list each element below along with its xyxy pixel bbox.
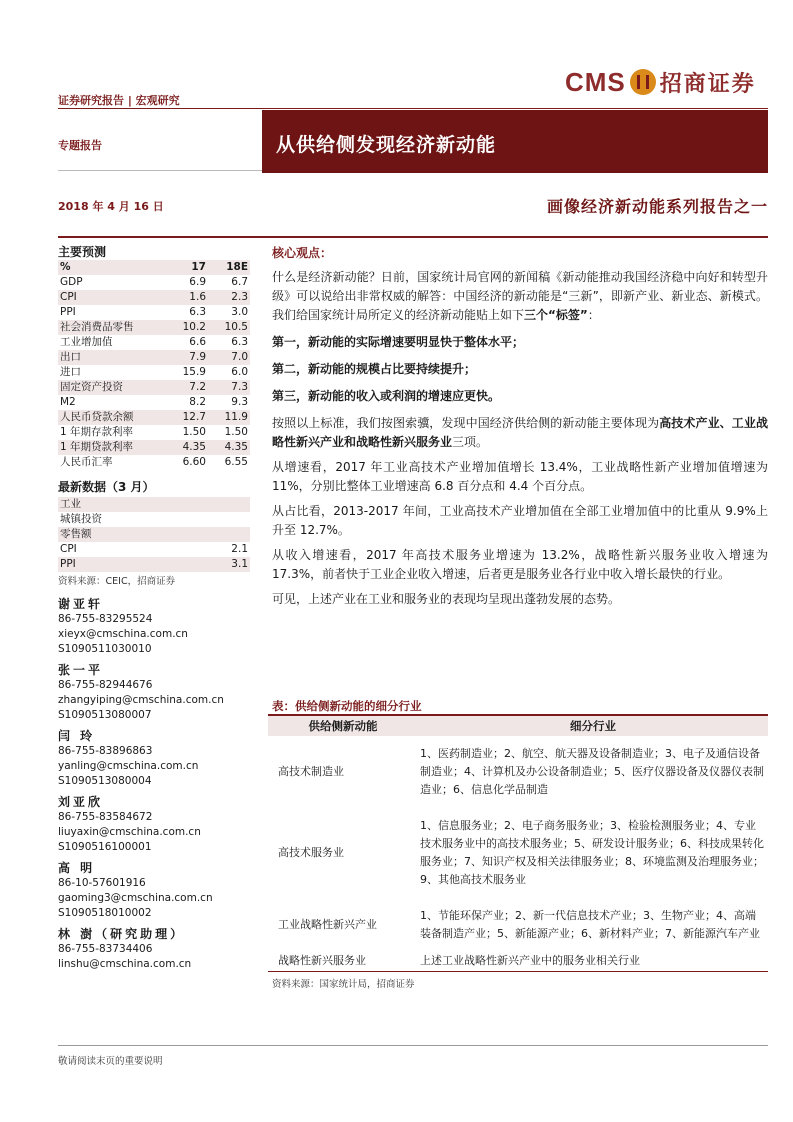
report-date: 2018 年 4 月 16 日 [58,200,164,213]
analyst-name: 谢亚轩 [58,597,104,611]
cell: 4.35 [166,440,208,455]
analyst-phone: 86-755-83584672 [58,811,153,823]
column-header: 供给侧新动能 [268,716,418,736]
analyst-email[interactable]: linshu@cmschina.com.cn [58,958,192,970]
cell: 1、信息服务业；2、电子商务服务业；3、检验检测服务业；4、专业技术服务业中的高技术服务业；5、研发设计服务业；6、科技成果转化服务业；7、知识产权及相关法律服务业；8、环境监测及治理服务业；9、其他高技术服务业 [420,819,764,886]
analyst-phone: 86-10-57601916 [58,877,146,889]
divider [262,236,768,238]
company-logo [565,64,756,100]
cell: 3.0 [231,306,248,318]
forecast-table [58,260,250,470]
table-row [58,455,250,470]
table-row [58,497,250,512]
cell: 7.2 [166,380,208,395]
cell: 9.3 [231,396,248,408]
table-row [58,350,250,365]
analyst-card [58,597,250,657]
paragraph: 从占比看，2013-2017 年间，工业高技术产业增加值在全部工业增加值中的比重从 9.9%上升至 12.7%。 [272,504,768,537]
footer-divider [58,1045,768,1046]
label-3: 第三，新动能的收入或利润的增速应更快。 [272,389,501,403]
cell: 10.5 [208,320,250,335]
cell: CPI [58,290,166,305]
paragraph [272,268,768,325]
divider [58,170,262,171]
text: 三项。 [452,435,489,449]
cell: 战略性新兴服务业 [278,954,366,967]
cell: 10.2 [166,320,208,335]
cell: 高技术服务业 [278,846,344,859]
analyst-phone: 86-755-83295524 [58,613,153,625]
footer-note: 敬请阅读末页的重要说明 [58,1056,163,1067]
cell: 人民币贷款余额 [58,410,166,425]
table-row [58,320,250,335]
table-row [268,808,768,898]
analyst-name: 刘亚欣 [58,795,104,809]
cell: 进口 [60,366,81,378]
table-row [268,736,768,808]
cell: 15.9 [182,366,206,378]
table-row [58,395,250,410]
cell: 6.3 [189,306,206,318]
table-row [58,557,250,572]
text: 什么是经济新动能？日前，国家统计局官网的新闻稿《新动能推动我国经济稳中向好和转型升级》可以说给出非常权威的解答：中国经济的新动能是“三新”，即新产业、新业态、新模式。我们给国家统计局所定义的经济新动能贴上如下 [272,270,768,322]
label-2: 第二，新动能的规模占比要持续提升； [272,362,477,376]
cell: CPI [60,543,77,555]
report-category: 证券研究报告 | 宏观研究 [58,94,180,107]
cell: 工业增加值 [60,336,113,348]
table-row [58,290,250,305]
cell: 11.9 [208,410,250,425]
table-row [268,952,768,970]
divider [58,236,262,238]
paragraph [272,414,768,452]
cell: 1.6 [166,290,208,305]
paragraph: 从增速看，2017 年工业高技术产业增加值增长 13.4%，工业战略性新产业增加值增速为 11%，分别比整体工业增速高 6.8 百分点和 4.4 个百分点。 [272,460,768,493]
cell: 8.2 [189,396,206,408]
text-bold: 高技术产业、工业战略性新兴产业和战略性新兴服务业 [272,416,768,449]
latest-data-heading: 最新数据（3 月） [58,480,155,494]
table-row [268,898,768,952]
analyst-card [58,663,250,723]
cell: 2.1 [231,543,248,555]
cell: 出口 [58,350,166,365]
cell: 4.35 [208,440,250,455]
cell: 城镇投资 [60,513,102,525]
cell: 7.0 [208,350,250,365]
cell: 1.50 [224,426,248,438]
label-1: 第一，新动能的实际增速要明显快于整体水平； [272,335,525,349]
sector-table [268,716,768,970]
latest-data-table [58,497,250,572]
analyst-card [58,861,250,921]
analyst-email[interactable]: xieyx@cmschina.com.cn [58,628,188,640]
cell: 1.50 [182,426,206,438]
cell: GDP [60,276,83,288]
cell: 上述工业战略性新兴产业中的服务业相关行业 [420,954,640,967]
logo-badge-icon [630,69,656,95]
table-row [58,512,250,527]
table-row [58,305,250,320]
cell: % [58,260,166,275]
table-row [58,410,250,425]
title-banner [262,110,768,173]
cell: 1、医药制造业；2、航空、航天器及设备制造业；3、电子及通信设备制造业；4、计算机及办公设备制造业；5、医疗仪器设备及仪器仪表制造业；6、信息化学品制造 [420,747,764,796]
cell: 6.7 [231,276,248,288]
cell: 12.7 [166,410,208,425]
table-source: 资料来源：国家统计局，招商证券 [272,979,415,990]
logo-cn: 招商证券 [659,71,756,97]
text-bold: 三个“标签” [524,308,588,322]
column-header: 细分行业 [418,716,768,736]
cell: 17 [166,260,208,275]
text: 按照以上标准，我们按图索骥，发现中国经济供给侧的新动能主要体现为 [272,416,660,430]
cell: 6.55 [224,456,248,468]
page-subtitle: 画像经济新动能系列报告之一 [546,197,768,216]
cell: 3.1 [186,557,250,572]
table-row [58,380,250,395]
analyst-phone: 86-755-82944676 [58,679,153,691]
cell: 高技术制造业 [278,765,344,778]
analyst-card [58,795,250,855]
analyst-email[interactable]: liuyaxin@cmschina.com.cn [58,826,201,838]
analyst-license: S1090513080004 [58,775,152,787]
cell [186,497,250,512]
cell [186,512,250,527]
page-title: 从供给侧发现经济新动能 [276,134,497,156]
main-body [272,268,768,609]
table-row [58,425,250,440]
analyst-card [58,927,250,972]
table-row [58,527,250,542]
cell: 1、节能环保产业；2、新一代信息技术产业；3、生物产业；4、高端装备制造产业；5、新能源产业；6、新材料产业；7、新能源汽车产业 [420,909,760,940]
cell: M2 [60,396,76,408]
source-note: 资料来源：CEIC，招商证券 [58,576,176,587]
table-header [268,716,768,736]
cell [186,527,250,542]
cell: 社会消费品零售 [58,320,166,335]
report-type: 专题报告 [58,139,102,152]
core-view-heading: 核心观点： [272,246,333,260]
analyst-license: S1090516100001 [58,841,152,853]
cell: 6.9 [189,276,206,288]
forecast-heading: 主要预测 [58,245,107,259]
cell: 7.9 [166,350,208,365]
analyst-license: S1090513080007 [58,709,152,721]
table-row [58,440,250,455]
analyst-list [58,597,250,972]
sidebar [58,243,250,978]
analyst-name: 张一平 [58,663,104,677]
table-row [58,275,250,290]
cell: 人民币汇率 [60,456,113,468]
paragraph: 从收入增速看，2017 年高技术服务业增速为 13.2%，战略性新兴服务业收入增速为 17.3%，前者快于工业企业收入增速，后者更是服务业各行业中收入增长最快的行业。 [272,548,768,581]
cell: 1 年期存款利率 [60,426,134,438]
cell: 6.0 [231,366,248,378]
analyst-email[interactable]: gaoming3@cmschina.com.cn [58,892,213,904]
table-header [58,260,250,275]
paragraph: 可见，上述产业在工业和服务业的表现均呈现出蓬勃发展的态势。 [272,592,621,606]
logo-text: CMS [565,66,626,97]
cell: 7.3 [208,380,250,395]
cell: 18E [208,260,250,275]
text: ： [587,308,600,322]
analyst-email[interactable]: zhangyiping@cmschina.com.cn [58,694,224,706]
cell: 2.3 [208,290,250,305]
table-row [58,542,250,557]
cell: 6.6 [189,336,206,348]
cell: 工业战略性新兴产业 [278,918,377,931]
table-title: 表：供给侧新动能的细分行业 [272,699,422,713]
cell: 6.3 [231,336,248,348]
analyst-email[interactable]: yanling@cmschina.com.cn [58,760,199,772]
cell: 6.60 [182,456,206,468]
table-row [58,335,250,350]
cell: 零售额 [58,527,186,542]
cell: PPI [60,306,76,318]
analyst-name: 高 明 [58,861,96,875]
analyst-license: S1090518010002 [58,907,152,919]
analyst-name: 林 澍（研究助理） [58,927,186,941]
analyst-card [58,729,250,789]
analyst-license: S1090511030010 [58,643,152,655]
analyst-phone: 86-755-83896863 [58,745,153,757]
cell: 1 年期贷款利率 [58,440,166,455]
cell: 工业 [58,497,186,512]
cell: 固定资产投资 [58,380,166,395]
table-bottom-rule [268,971,768,972]
analyst-phone: 86-755-83734406 [58,943,153,955]
cell: PPI [58,557,186,572]
analyst-name: 闫 玲 [58,729,96,743]
table-row [58,365,250,380]
header-divider [58,108,768,109]
